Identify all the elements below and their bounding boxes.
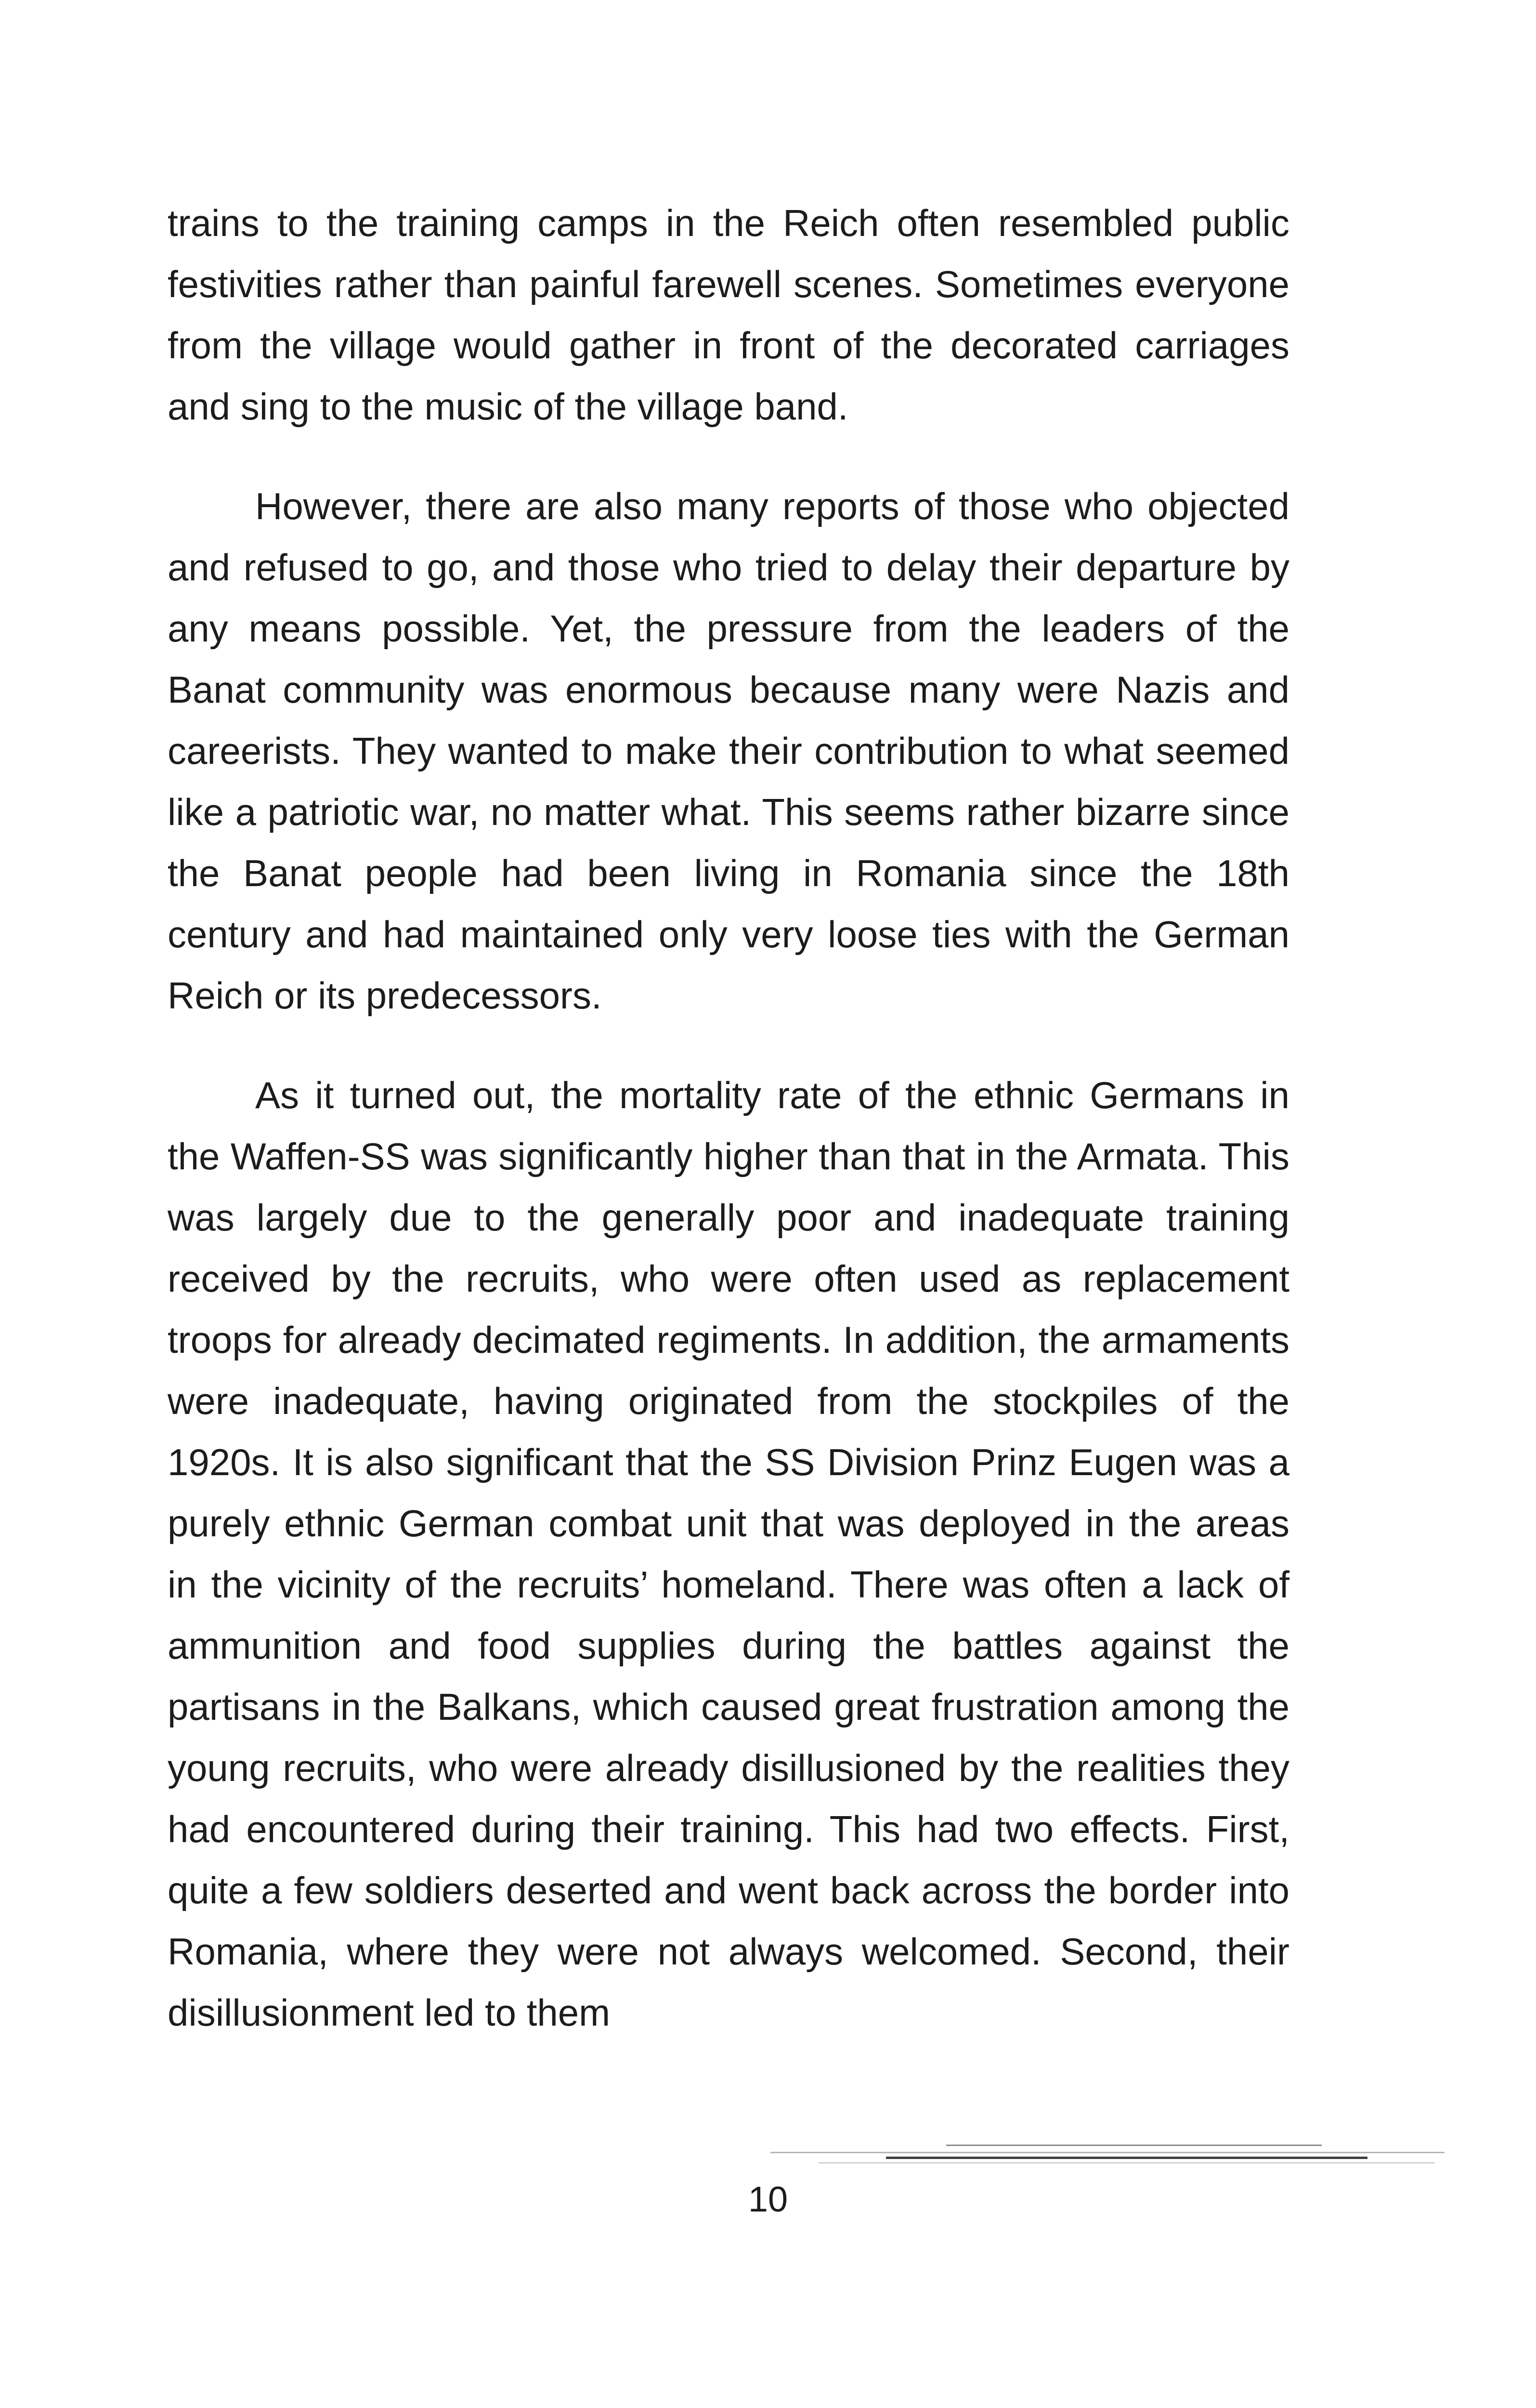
footer-rule-line <box>770 2152 1445 2153</box>
paragraph-3: As it turned out, the mortality rate of the ethnic Germans in the Waffen-SS was significantly higher than that in the Armata. This was largely due to the generally poor and inadequate training received by the recruits, who were often used as replacement troops for already decimated regiments. In addition, the armaments were inadequate, having originated from the stockpiles of the 1920s. It is also significant that the SS Division Prinz Eugen was a purely ethnic German combat unit that was deployed in the areas in the vicinity of the recruits’ homeland. There was often a lack of ammunition and food supplies during the battles against the partisans in the Balkans, which caused great frustration among the young recruits, who were already disillusioned by the realities they had encountered during their training. This had two effects. First, quite a few soldiers deserted and went back across the border into Romania, where they were not always welcomed. Second, their disillusionment led to them <box>168 1074 1289 2034</box>
footer-rule-line <box>886 2157 1367 2159</box>
paragraph-2: However, there are also many reports of those who objected and refused to go, and those who tried to delay their departure by any means possible. Yet, the pressure from the leaders of the Banat community was enormous because many were Nazis and careerists. They wanted to make their contribution to what seemed like a patriotic war, no matter what. This seems rather bizarre since the Banat people had been living in Romania since the 18th century and had maintained only very loose ties with the German Reich or its predecessors. <box>168 485 1289 1017</box>
body-text <box>168 193 1289 2043</box>
paragraph-1: trains to the training camps in the Reich often resembled public festivities rather than painful farewell scenes. Sometimes everyone from the village would gather in front of the decorated carriages and sing to the music of the village band. <box>168 202 1289 428</box>
page-number: 10 <box>748 2179 788 2219</box>
footer-rule-line <box>819 2162 1435 2163</box>
footer-rule-line <box>946 2145 1322 2146</box>
